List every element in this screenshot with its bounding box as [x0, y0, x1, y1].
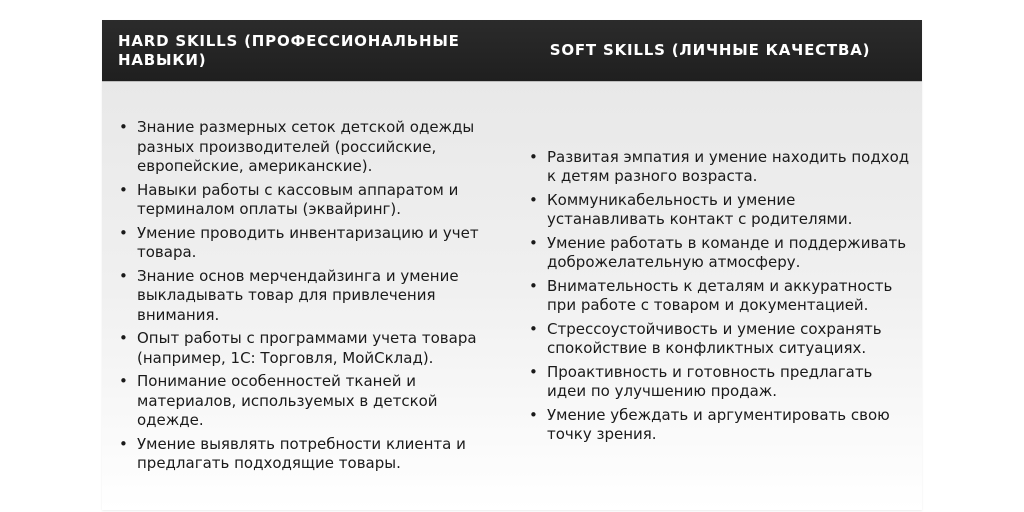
soft-skills-column	[512, 82, 922, 510]
list-item-text: Развитая эмпатия и умение находить подход к детям разного возраста.	[547, 147, 910, 185]
table-body	[102, 82, 922, 510]
list-item-text: Проактивность и готовность предлагать идеи по улучшению продаж.	[547, 362, 873, 400]
list-item	[526, 148, 914, 187]
bullet-icon: •	[529, 276, 538, 295]
list-item-text: Знание основ мерчендайзинга и умение выкладывать товар для привлечения внимания.	[137, 266, 459, 324]
list-item-text: Коммуникабельность и умение устанавливать контакт с родителями.	[547, 190, 853, 228]
bullet-icon: •	[119, 372, 128, 391]
list-item-text: Стрессоустойчивость и умение сохранять спокойствие в конфликтных ситуациях.	[547, 319, 882, 357]
list-item-text: Внимательность к деталям и аккуратность при работе с товаром и документацией.	[547, 276, 893, 314]
list-item	[116, 118, 504, 177]
bullet-icon: •	[529, 147, 538, 166]
list-item	[526, 363, 914, 402]
list-item	[116, 267, 504, 326]
hard-skills-header: HARD SKILLS (ПРОФЕССИОНАЛЬНЫЕ НАВЫКИ)	[118, 31, 460, 69]
list-item	[116, 372, 504, 431]
bullet-icon: •	[529, 233, 538, 252]
list-item-text: Знание размерных сеток детской одежды разных производителей (российские, европейские, американские).	[137, 118, 475, 176]
list-item	[526, 191, 914, 230]
list-item-text: Умение выявлять потребности клиента и предлагать подходящие товары.	[137, 434, 466, 473]
bullet-icon: •	[529, 405, 538, 424]
list-item	[526, 320, 914, 359]
hard-skills-list	[116, 118, 504, 474]
bullet-icon: •	[119, 434, 128, 453]
list-item	[116, 329, 504, 368]
list-item-text: Навыки работы с кассовым аппаратом и терминалом оплаты (эквайринг).	[137, 180, 459, 219]
bullet-icon: •	[529, 319, 538, 338]
list-item	[116, 181, 504, 220]
bullet-icon: •	[529, 362, 538, 381]
list-item-text: Понимание особенностей тканей и материалов, используемых в детской одежде.	[137, 372, 438, 430]
list-item	[116, 224, 504, 263]
bullet-icon: •	[119, 329, 128, 348]
list-item-text: Умение работать в команде и поддерживать доброжелательную атмосферу.	[547, 233, 907, 271]
list-item	[526, 234, 914, 273]
hard-skills-column	[102, 82, 512, 510]
soft-skills-list	[526, 148, 914, 445]
list-item	[116, 435, 504, 474]
bullet-icon: •	[529, 190, 538, 209]
skills-table	[102, 20, 922, 510]
list-item	[526, 277, 914, 316]
list-item-text: Опыт работы с программами учета товара (например, 1С: Торговля, МойСклад).	[137, 329, 477, 367]
list-item	[526, 406, 914, 445]
bullet-icon: •	[119, 180, 128, 199]
bullet-icon: •	[119, 223, 128, 242]
bullet-icon: •	[119, 118, 128, 137]
soft-skills-header: SOFT SKILLS (ЛИЧНЫЕ КАЧЕСТВА)	[549, 41, 871, 59]
table-header	[102, 20, 922, 82]
list-item-text: Умение убеждать и аргументировать свою точку зрения.	[547, 405, 890, 443]
list-item-text: Умение проводить инвентаризацию и учет товара.	[137, 223, 479, 262]
bullet-icon: •	[119, 266, 128, 285]
